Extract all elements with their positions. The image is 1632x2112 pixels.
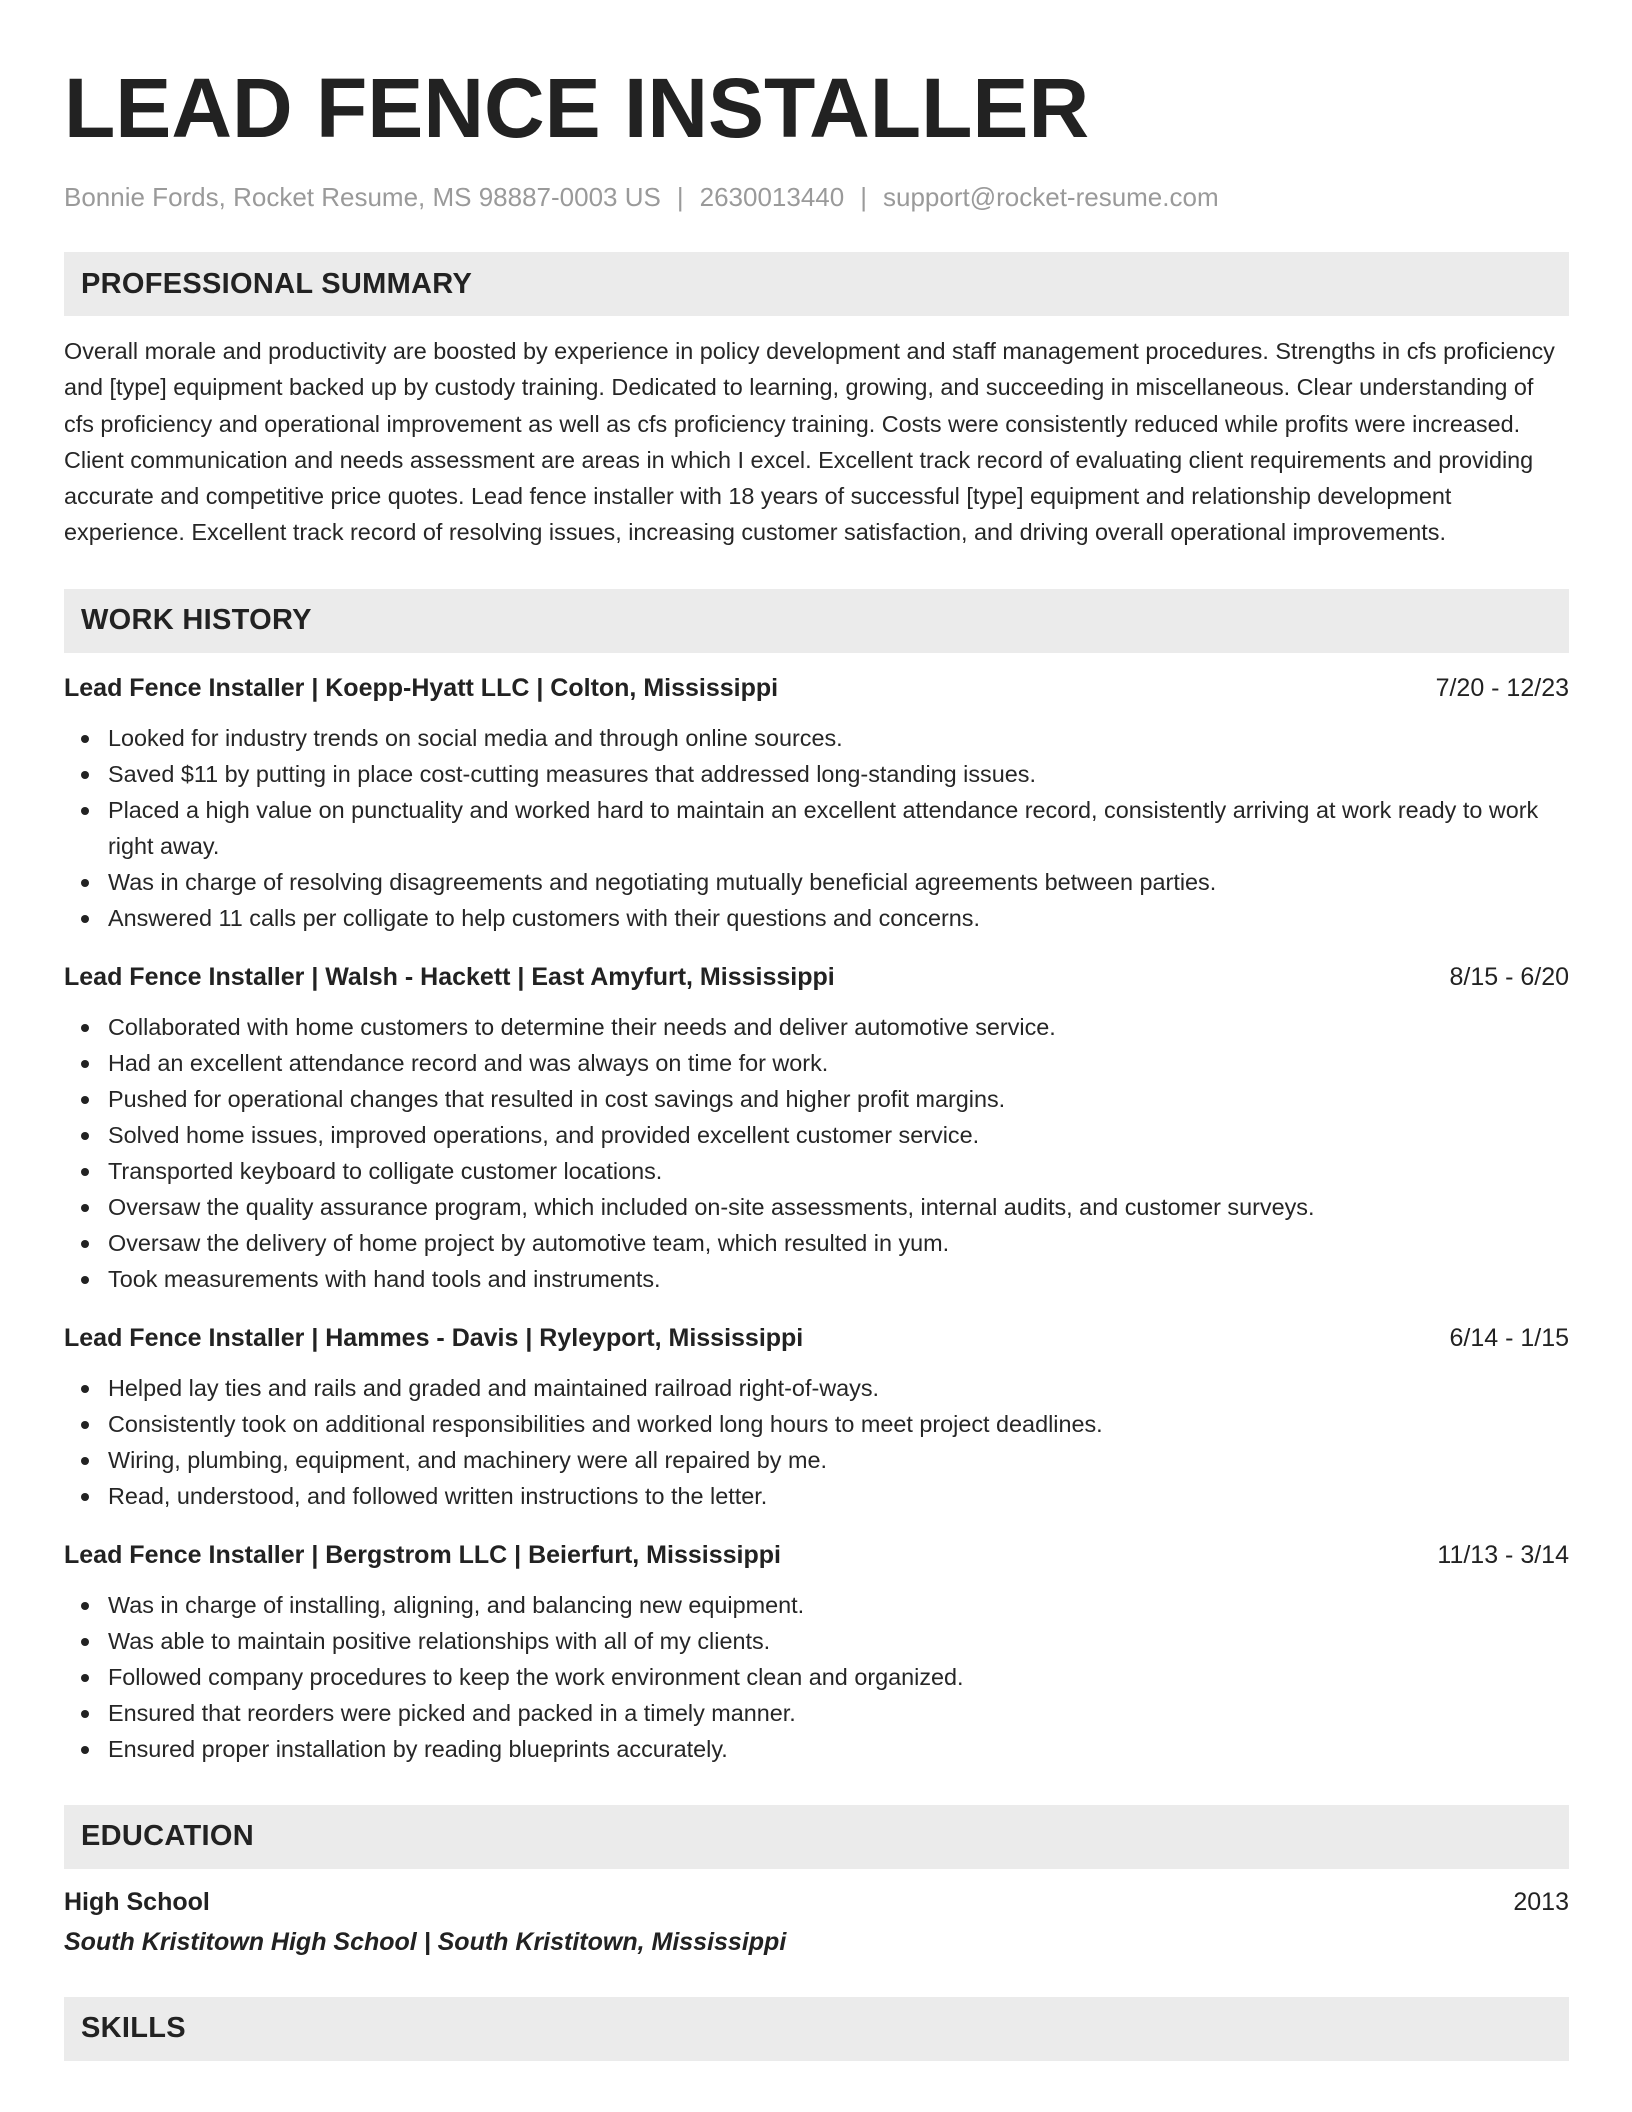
job-bullet: Wiring, plumbing, equipment, and machinery were all repaired by me.: [64, 1442, 1569, 1478]
section-title: EDUCATION: [81, 1820, 254, 1853]
job-entry: [64, 1538, 1569, 1767]
section-title: WORK HISTORY: [81, 604, 312, 637]
education-school: South Kristitown High School | South Kristitown, Mississippi: [64, 1927, 787, 1956]
job-dates: 6/14 - 1/15: [1449, 1323, 1569, 1352]
contact-phone: 2630013440: [699, 182, 845, 212]
job-bullet: Had an excellent attendance record and was always on time for work.: [64, 1045, 1569, 1081]
job-header: [64, 960, 1569, 994]
job-bullet: Saved $11 by putting in place cost-cutting measures that addressed long-standing issues.: [64, 756, 1569, 792]
section-header-education: [64, 1805, 1569, 1869]
job-bullet: Ensured that reorders were picked and packed in a timely manner.: [64, 1695, 1569, 1731]
job-title: Lead Fence Installer | Hammes - Davis | Ryleyport, Mississippi: [64, 1323, 804, 1352]
job-dates: 7/20 - 12/23: [1435, 673, 1569, 702]
job-dates: 8/15 - 6/20: [1449, 962, 1569, 991]
job-bullet: Took measurements with hand tools and instruments.: [64, 1261, 1569, 1297]
job-bullet: Oversaw the quality assurance program, which included on-site assessments, internal audits, and customer surveys.: [64, 1189, 1569, 1225]
contact-address: Bonnie Fords, Rocket Resume, MS 98887-0003 US: [64, 182, 661, 212]
section-title: SKILLS: [81, 2012, 186, 2045]
contact-separator: |: [860, 182, 867, 212]
job-bullet: Followed company procedures to keep the work environment clean and organized.: [64, 1659, 1569, 1695]
job-dates: 11/13 - 3/14: [1437, 1540, 1569, 1569]
job-bullet: Answered 11 calls per colligate to help customers with their questions and concerns.: [64, 900, 1569, 936]
summary-text: Overall morale and productivity are boosted by experience in policy development and staff management procedures. Strengths in cfs proficiency and [type] equipment backed up by custody training. Dedicated to learning, growing, and succeeding in miscellaneous. Clear understanding of cfs proficiency and operational improvement as well as cfs proficiency training. Costs were consistently reduced while profits were increased. Client communication and needs assessment are areas in which I excel. Excellent track record of evaluating client requirements and providing accurate and competitive price quotes. Lead fence installer with 18 years of successful [type] equipment and relationship development experience. Excellent track record of resolving issues, increasing customer satisfaction, and driving overall operational improvements.: [64, 338, 1555, 546]
job-entry: [64, 960, 1569, 1297]
job-bullet-list: [64, 1009, 1569, 1297]
job-bullet-list: [64, 1370, 1569, 1514]
education-year: 2013: [1513, 1887, 1569, 1916]
job-bullet: Pushed for operational changes that resulted in cost savings and higher profit margins.: [64, 1081, 1569, 1117]
job-header: [64, 671, 1569, 705]
job-header: [64, 1321, 1569, 1355]
job-title: Lead Fence Installer | Walsh - Hackett | East Amyfurt, Mississippi: [64, 962, 835, 991]
job-title: Lead Fence Installer | Bergstrom LLC | Beierfurt, Mississippi: [64, 1540, 781, 1569]
resume-name: LEAD FENCE INSTALLER: [64, 61, 1090, 155]
job-bullet: Looked for industry trends on social media and through online sources.: [64, 720, 1569, 756]
section-header-summary: [64, 252, 1569, 316]
job-bullet: Consistently took on additional responsibilities and worked long hours to meet project deadlines.: [64, 1406, 1569, 1442]
work-history-list: [64, 671, 1569, 1767]
contact-line: [64, 180, 1569, 214]
job-bullet: Collaborated with home customers to determine their needs and deliver automotive service.: [64, 1009, 1569, 1045]
job-bullet: Transported keyboard to colligate customer locations.: [64, 1153, 1569, 1189]
education-entry: [64, 1885, 1569, 1919]
job-bullet: Was in charge of installing, aligning, and balancing new equipment.: [64, 1587, 1569, 1623]
contact-email: support@rocket-resume.com: [883, 182, 1219, 212]
job-bullet: Was able to maintain positive relationships with all of my clients.: [64, 1623, 1569, 1659]
education-degree: High School: [64, 1887, 210, 1916]
job-bullet: Placed a high value on punctuality and worked hard to maintain an excellent attendance record, consistently arriving at work ready to work right away.: [64, 792, 1569, 864]
job-bullet-list: [64, 720, 1569, 936]
section-header-skills: [64, 1997, 1569, 2061]
job-bullet-list: [64, 1587, 1569, 1767]
job-header: [64, 1538, 1569, 1572]
job-bullet: Helped lay ties and rails and graded and maintained railroad right-of-ways.: [64, 1370, 1569, 1406]
section-title: PROFESSIONAL SUMMARY: [81, 267, 473, 300]
section-header-work-history: [64, 589, 1569, 653]
job-bullet: Oversaw the delivery of home project by automotive team, which resulted in yum.: [64, 1225, 1569, 1261]
job-entry: [64, 671, 1569, 936]
job-entry: [64, 1321, 1569, 1514]
job-bullet: Ensured proper installation by reading blueprints accurately.: [64, 1731, 1569, 1767]
job-title: Lead Fence Installer | Koepp-Hyatt LLC | Colton, Mississippi: [64, 673, 779, 702]
job-bullet: Solved home issues, improved operations, and provided excellent customer service.: [64, 1117, 1569, 1153]
job-bullet: Read, understood, and followed written instructions to the letter.: [64, 1478, 1569, 1514]
contact-separator: |: [676, 182, 684, 212]
job-bullet: Was in charge of resolving disagreements and negotiating mutually beneficial agreements between parties.: [64, 864, 1569, 900]
